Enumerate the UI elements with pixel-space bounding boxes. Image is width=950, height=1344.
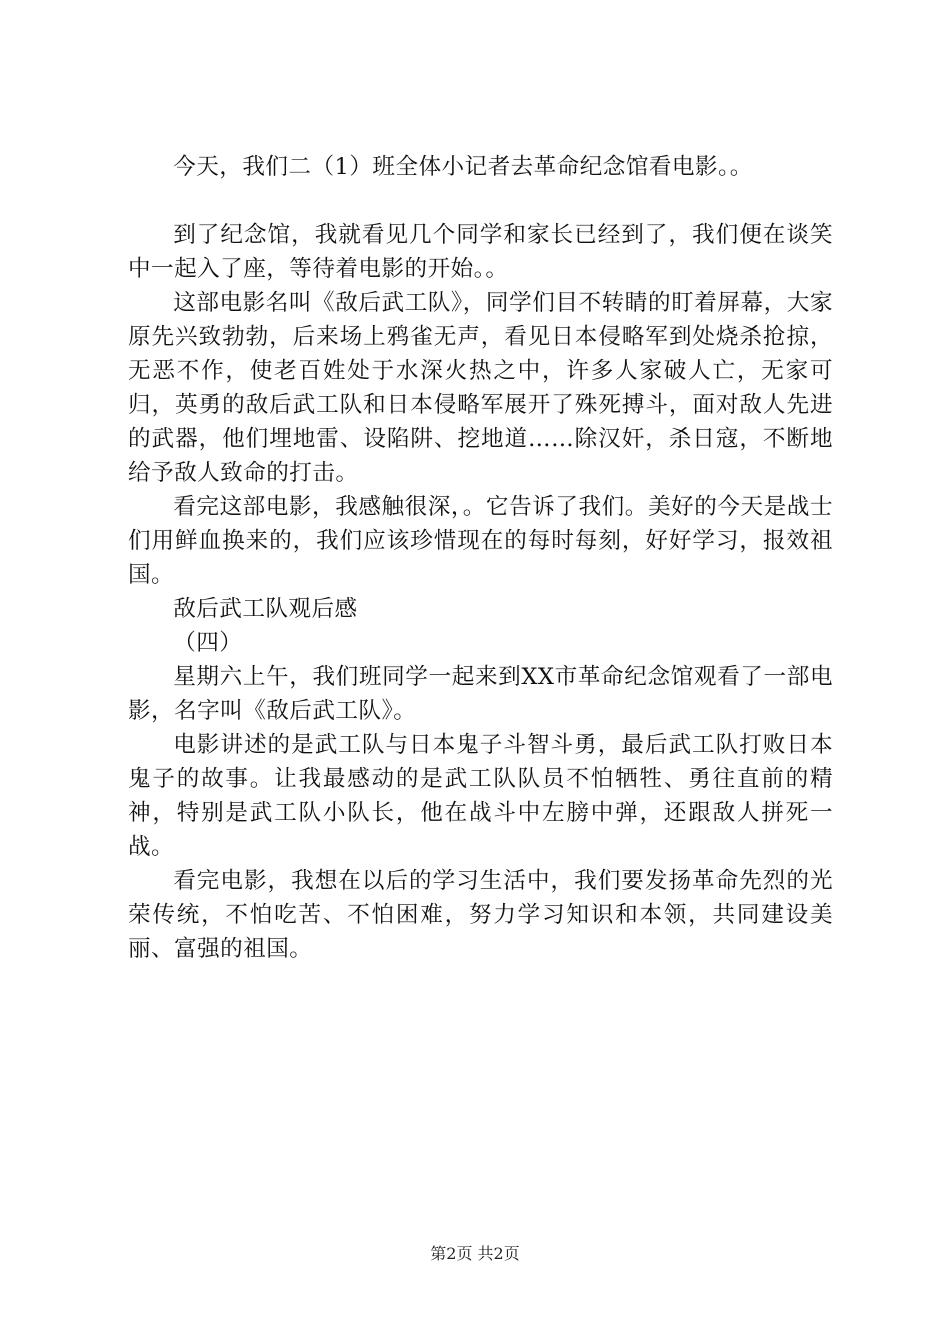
page-number-label: 第2页 共2页 [430, 1244, 520, 1263]
paragraph: 星期六上午，我们班同学一起来到XX市革命纪念馆观看了一部电影，名字叫《敌后武工队》。 [128, 664, 833, 724]
paragraph: 看完这部电影，我感触很深，。它告诉了我们。美好的今天是战士们用鲜血换来的，我们应该珍惜现在的每时每刻，好好学习，报效祖国。 [128, 494, 833, 588]
paragraph: 今天，我们二（1）班全体小记者去革命纪念馆看电影。。 [173, 154, 753, 180]
paragraph: 看完电影，我想在以后的学习生活中，我们要发扬革命先烈的光荣传统，不怕吃苦、不怕困难，努力学习知识和本领，共同建设美丽、富强的祖国。 [128, 868, 833, 962]
page-footer [0, 1244, 950, 1264]
section-number: （四） [173, 630, 243, 656]
paragraph: 到了纪念馆，我就看见几个同学和家长已经到了，我们便在谈笑中一起入了座，等待着电影的开始。。 [128, 222, 833, 282]
section-title: 敌后武工队观后感 [173, 596, 358, 622]
paragraph: 电影讲述的是武工队与日本鬼子斗智斗勇，最后武工队打败日本鬼子的故事。让我最感动的是武工队队员不怕牺牲、勇往直前的精神，特别是武工队小队长，他在战斗中左膀中弹，还跟敌人拼死一战。 [128, 732, 833, 860]
paragraph: 这部电影名叫《敌后武工队》，同学们目不转睛的盯着屏幕，大家原先兴致勃勃，后来场上鸦雀无声，看见日本侵略军到处烧杀抢掠，无恶不作，使老百姓处于水深火热之中，许多人家破人亡，无家可归，英勇的敌后武工队和日本侵略军展开了殊死搏斗，面对敌人先进的武器，他们埋地雷、设陷阱、挖地道……除汉奸，杀日寇，不断地给予敌人致命的打击。 [128, 290, 833, 486]
document-body [128, 150, 833, 966]
